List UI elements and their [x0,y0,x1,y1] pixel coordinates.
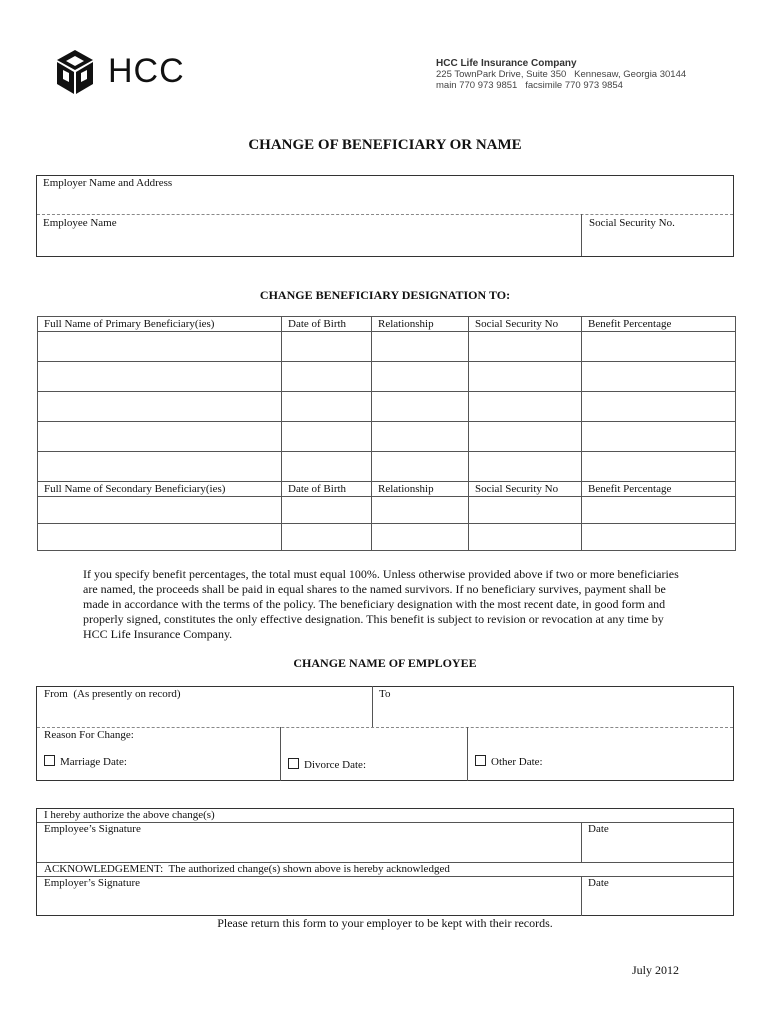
company-phones: main 770 973 9851 facsimile 770 973 9854 [436,80,623,91]
input-cell[interactable] [38,332,282,362]
input-cell[interactable] [38,452,282,482]
column-header: Benefit Percentage [582,317,736,332]
input-cell[interactable] [469,392,582,422]
return-note: Please return this form to your employer to be kept with their records. [217,916,553,930]
employer-date-field[interactable]: Date [588,877,609,889]
reason-label: Reason For Change: [44,729,134,741]
input-cell[interactable] [38,524,282,551]
table-header-row [38,482,736,497]
input-cell[interactable] [372,422,469,452]
company-info [436,58,736,91]
other-checkbox[interactable] [475,755,486,766]
input-cell[interactable] [469,332,582,362]
input-cell[interactable] [582,362,736,392]
input-cell[interactable] [469,452,582,482]
name-change-heading: CHANGE NAME OF EMPLOYEE [293,656,477,670]
input-cell[interactable] [282,524,372,551]
beneficiary-notice [83,567,733,642]
table-row [38,452,736,482]
input-cell[interactable] [469,362,582,392]
marriage-checkbox[interactable] [44,755,55,766]
marriage-label: Marriage Date: [60,756,127,768]
column-header: Full Name of Secondary Beneficiary(ies) [38,482,282,497]
marriage-option[interactable] [44,755,127,768]
input-cell[interactable] [282,362,372,392]
table-row [38,497,736,524]
other-option[interactable] [475,755,543,768]
table-row [38,392,736,422]
employer-signature-field[interactable]: Employer’s Signature [44,877,141,889]
input-cell[interactable] [38,422,282,452]
table-row [38,524,736,551]
input-cell[interactable] [372,392,469,422]
column-header: Social Security No [469,482,582,497]
authorize-text: I hereby authorize the above change(s) [44,809,215,821]
input-cell[interactable] [282,332,372,362]
notice-line: HCC Life Insurance Company. [83,627,233,641]
to-name-field[interactable]: To [379,688,391,700]
employee-signature-field[interactable]: Employee’s Signature [44,823,141,835]
input-cell[interactable] [372,332,469,362]
hcc-logo [54,48,199,98]
employer-name-address-field[interactable]: Employer Name and Address [43,177,173,189]
input-cell[interactable] [372,524,469,551]
acknowledgement-text: ACKNOWLEDGEMENT: The authorized change(s) shown above is hereby acknowledged [44,863,450,875]
divorce-option[interactable] [288,758,366,771]
column-header: Social Security No [469,317,582,332]
input-cell[interactable] [469,497,582,524]
notice-line: properly signed, constitutes the only effective designation. This benefit is subject to revision or revocation at any time by [83,612,664,626]
hcc-cube-icon [54,48,96,96]
table-row [38,362,736,392]
logo-wordmark: HCC [108,52,185,90]
form-date: July 2012 [632,963,680,977]
divorce-checkbox[interactable] [288,758,299,769]
divider [37,822,733,823]
input-cell[interactable] [372,497,469,524]
input-cell[interactable] [469,524,582,551]
input-cell[interactable] [582,392,736,422]
divider [581,876,582,916]
divider [581,214,582,256]
divider [467,727,468,781]
divorce-label: Divorce Date: [304,759,366,771]
primary-beneficiary-table [37,316,736,551]
other-label: Other Date: [491,756,543,768]
notice-line: made in accordance with the terms of the policy. The beneficiary designation with the most recent date, in good form and [83,597,666,611]
column-header: Full Name of Primary Beneficiary(ies) [38,317,282,332]
page-title: CHANGE OF BENEFICIARY OR NAME [248,137,522,153]
notice-line: are named, the proceeds shall be paid in equal shares to the named survivors. If no beneficiary survives, payment shall be [83,582,666,596]
column-header: Relationship [372,317,469,332]
employee-date-field[interactable]: Date [588,823,609,835]
table-header-row [38,317,736,332]
input-cell[interactable] [582,524,736,551]
input-cell[interactable] [372,452,469,482]
input-cell[interactable] [282,392,372,422]
notice-line: If you specify benefit percentages, the total must equal 100%. Unless otherwise provided above if two or more beneficiaries [83,567,679,581]
divider [37,727,733,728]
input-cell[interactable] [38,497,282,524]
table-row [38,422,736,452]
input-cell[interactable] [372,362,469,392]
input-cell[interactable] [582,497,736,524]
table-row [38,332,736,362]
column-header: Date of Birth [282,317,372,332]
employee-name-field[interactable]: Employee Name [43,217,117,229]
input-cell[interactable] [582,332,736,362]
company-address: 225 TownPark Drive, Suite 350 Kennesaw, Georgia 30144 [436,69,687,80]
column-header: Date of Birth [282,482,372,497]
divider [37,214,733,215]
divider [581,822,582,862]
name-change-box [36,686,734,781]
column-header: Relationship [372,482,469,497]
divider [37,876,733,877]
divider [372,686,373,727]
input-cell[interactable] [38,362,282,392]
divider [280,727,281,781]
input-cell[interactable] [282,422,372,452]
company-name: HCC Life Insurance Company [436,58,577,69]
input-cell[interactable] [582,452,736,482]
ssn-field[interactable]: Social Security No. [589,217,675,229]
beneficiary-heading: CHANGE BENEFICIARY DESIGNATION TO: [259,288,511,302]
input-cell[interactable] [282,497,372,524]
from-name-field[interactable]: From (As presently on record) [44,688,181,700]
input-cell[interactable] [582,422,736,452]
column-header: Benefit Percentage [582,482,736,497]
input-cell[interactable] [38,392,282,422]
input-cell[interactable] [469,422,582,452]
input-cell[interactable] [282,452,372,482]
